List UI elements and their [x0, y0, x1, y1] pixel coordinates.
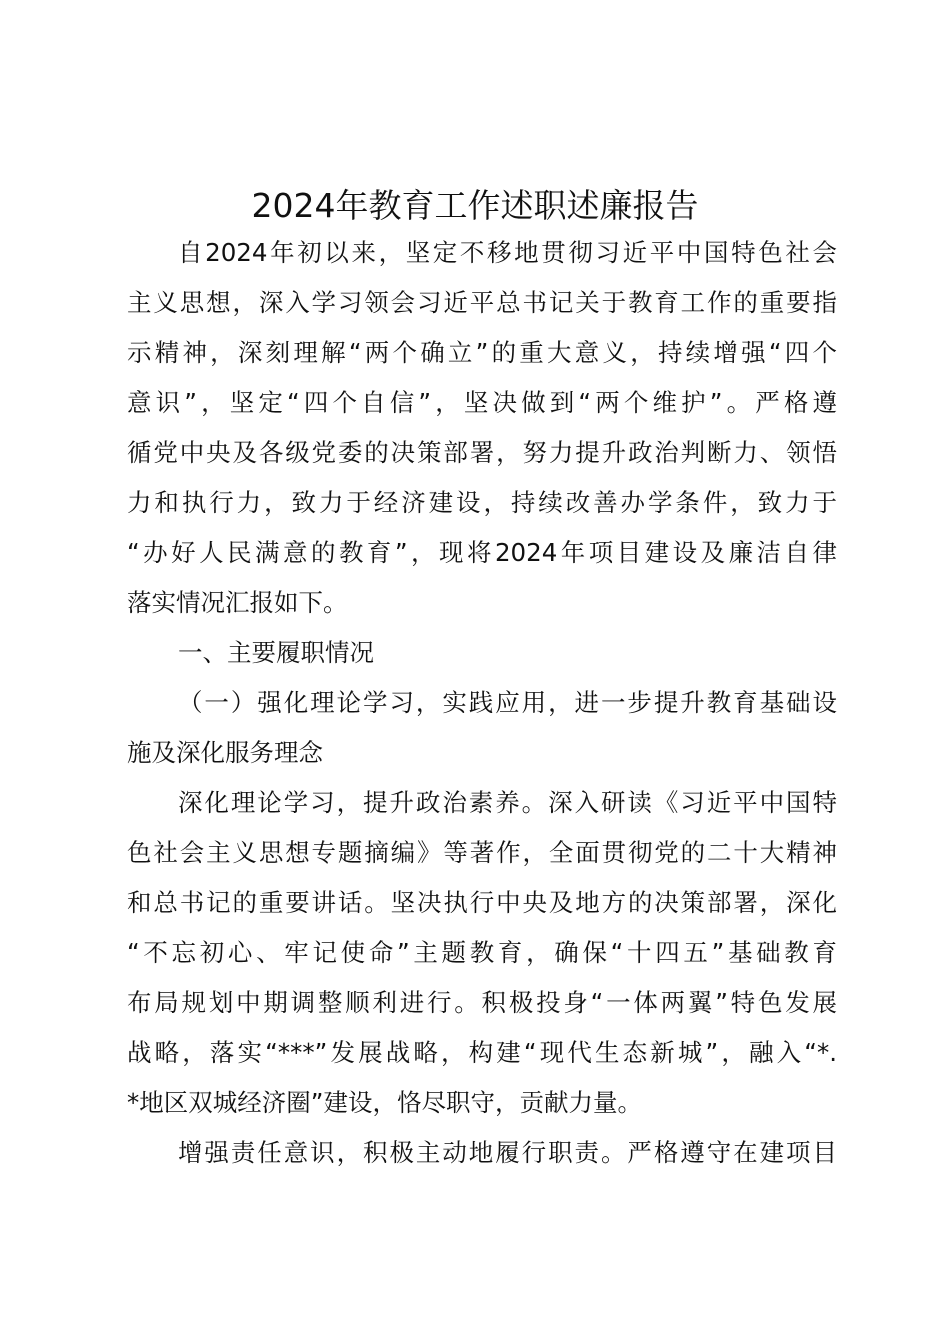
- subsection-heading-continued: 施及深化服务理念: [127, 738, 323, 767]
- body-line: 自2024年初以来，坚定不移地贯彻习近平中国特色社会: [178, 238, 837, 267]
- body-line: 力和执行力，致力于经济建设，持续改善办学条件，致力于: [127, 488, 837, 517]
- body-line: “办好人民满意的教育”，现将2024年项目建设及廉洁自律: [127, 538, 837, 567]
- body-line: 主义思想，深入学习领会习近平总书记关于教育工作的重要指: [127, 288, 837, 317]
- body-line: 和总书记的重要讲话。坚决执行中央及地方的决策部署，深化: [127, 888, 837, 917]
- body-line: 示精神，深刻理解“两个确立”的重大意义，持续增强“四个: [127, 338, 837, 367]
- body-line: 深化理论学习，提升政治素养。深入研读《习近平中国特: [178, 788, 837, 817]
- section-heading: 一、主要履职情况: [178, 638, 374, 667]
- body-line: 意识”，坚定“四个自信”，坚决做到“两个维护”。严格遵: [127, 388, 837, 417]
- body-line: “不忘初心、牢记使命”主题教育，确保“十四五”基础教育: [127, 938, 837, 967]
- body-line: 增强责任意识，积极主动地履行职责。严格遵守在建项目: [178, 1138, 837, 1167]
- subsection-heading: （一）强化理论学习，实践应用，进一步提升教育基础设: [178, 688, 837, 717]
- body-line: *地区双城经济圈”建设，恪尽职守，贡献力量。: [127, 1088, 642, 1117]
- body-line: 色社会主义思想专题摘编》等著作，全面贯彻党的二十大精神: [127, 838, 837, 867]
- body-line: 战略，落实“***”发展战略，构建“现代生态新城”，融入“*.: [127, 1038, 837, 1067]
- body-line: 布局规划中期调整顺利进行。积极投身“一体两翼”特色发展: [127, 988, 837, 1017]
- body-line: 循党中央及各级党委的决策部署，努力提升政治判断力、领悟: [127, 438, 837, 467]
- body-line: 落实情况汇报如下。: [127, 588, 348, 617]
- document-title: 2024年教育工作述职述廉报告: [251, 186, 699, 225]
